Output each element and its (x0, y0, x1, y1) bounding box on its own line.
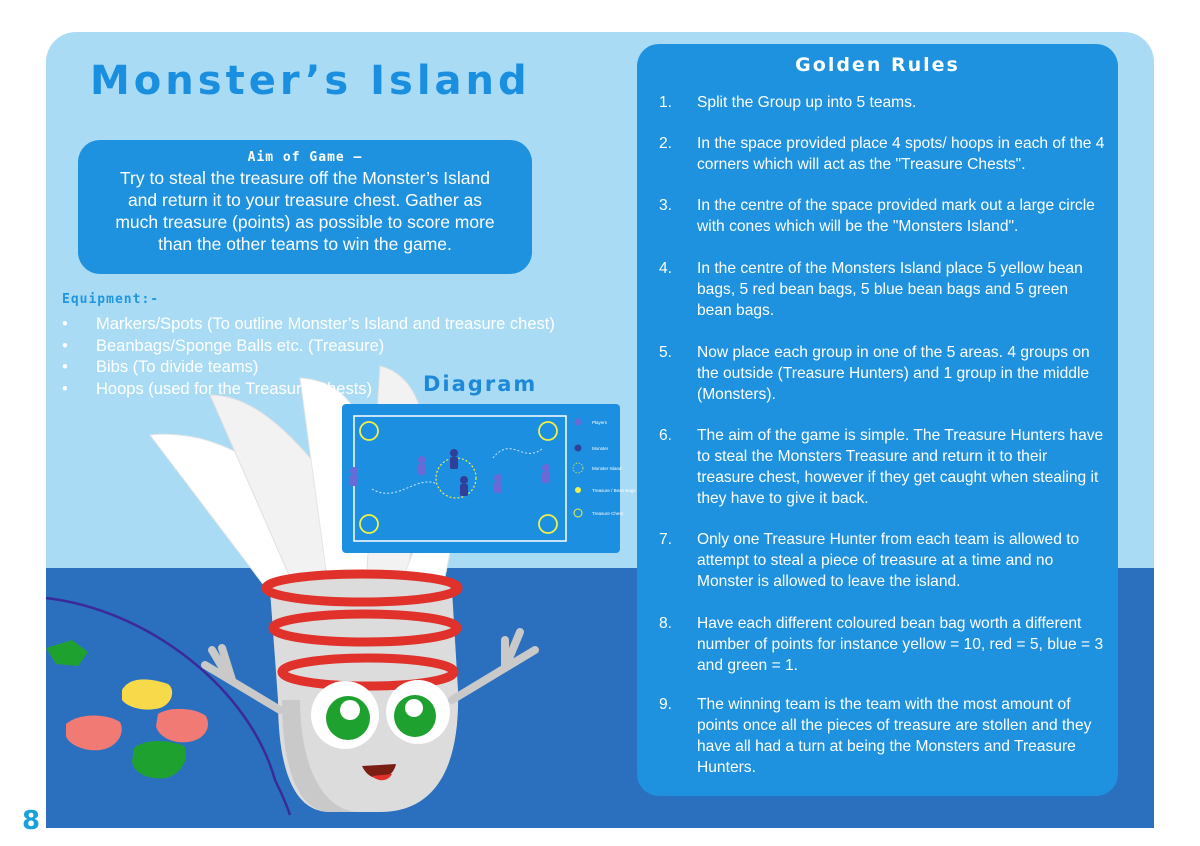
rule-text: In the space provided place 4 spots/ hoops in each of the 4 corners which will act as the "Treasure Chests". (697, 135, 1105, 173)
bullet-icon: • (62, 358, 68, 376)
diagram-graphic (342, 404, 636, 553)
equipment-item-text: Hoops (used for the Treasure Chests) (96, 379, 373, 398)
court-outline (354, 416, 566, 541)
page-number: 8 (22, 806, 41, 836)
bean-bag-green-2 (132, 741, 186, 778)
bullet-icon: • (62, 379, 68, 398)
treasure-chest-icon (360, 515, 378, 533)
rule-number: 4. (659, 260, 673, 277)
right-arm (452, 632, 535, 700)
bean-bag-red-2 (156, 709, 208, 742)
bean-bag-yellow (122, 679, 172, 709)
legend-players: Players (592, 420, 608, 425)
aim-heading: Aim of Game – (247, 150, 363, 165)
treasure-chest-icon (539, 515, 557, 533)
bullet-icon: • (62, 336, 68, 355)
rule-number: 1. (659, 94, 673, 111)
rules-title: Golden Rules (795, 54, 960, 76)
bean-bag-red (66, 716, 122, 751)
bullet-icon: • (62, 315, 68, 333)
rule-text: Now place each group in one of the 5 areas. 4 groups on the outside (Treasure Hunters) and 1 group in the middle (Monsters). (697, 344, 1090, 403)
diagram-label: Diagram (423, 372, 538, 396)
left-arm (205, 648, 280, 710)
rule-number: 6. (659, 427, 673, 444)
rule-number: 5. (659, 344, 673, 361)
rule-text: Have each different coloured bean bag worth a different number of points for instance yellow = 10, red = 5, blue = 3 and green = 1. (697, 615, 1104, 674)
page-title: Monster’s Island (90, 58, 531, 104)
rule-text: Only one Treasure Hunter from each team is allowed to attempt to steal a piece of treasure at a time and no Monster is allowed to leave the island. (697, 531, 1080, 590)
bean-bag-green (46, 640, 88, 666)
rule-text: In the centre of the space provided mark out a large circle with cones which will be the "Monsters Island". (697, 197, 1095, 235)
rule-number: 7. (659, 531, 673, 548)
equipment-item-text: Markers/Spots (To outline Monster’s Island and treasure chest) (96, 315, 555, 333)
legend-treasure-chest: Treasure Chest (592, 511, 623, 516)
legend-treasure: Treasure / Bean Bags (592, 488, 636, 493)
rule-text: The winning team is the team with the most amount of points once all the pieces of treasure are stollen and they have all had a turn at being the Monsters and Treasure Hunters. (697, 696, 1092, 776)
rule-text: The aim of the game is simple. The Treasure Hunters have to steal the Monsters Treasure and return it to their treasure chest, however if they get caught when stealing it they have to give it back. (697, 427, 1104, 507)
equipment-heading: Equipment:- (62, 292, 160, 307)
golden-rules-box (637, 44, 1118, 796)
treasure-chest-icon (539, 422, 557, 440)
aim-text: Try to steal the treasure off the Monster’s Island and return it to your treasure chest. Gather as much treasure (points) as possible to score more than the other teams to win the game. (115, 168, 495, 254)
game-diagram (342, 404, 636, 553)
monster-icon (450, 449, 468, 496)
rule-text: Split the Group up into 5 teams. (697, 94, 917, 111)
rule-number: 2. (659, 135, 673, 152)
rule-text: In the centre of the Monsters Island place 5 yellow bean bags, 5 red bean bags, 5 blue bean bags and 5 green bean bags. (697, 260, 1083, 319)
legend-monster-island: Monster Island (592, 466, 622, 471)
legend-monster: Monster (592, 446, 609, 451)
equipment-item-text: Bibs (To divide teams) (96, 358, 259, 376)
list-item (62, 336, 602, 358)
rule-number: 8. (659, 615, 673, 632)
treasure-chest-icon (360, 422, 378, 440)
list-item (62, 314, 602, 336)
rule-number: 9. (659, 696, 673, 713)
court-line (46, 598, 290, 815)
rule-number: 3. (659, 197, 673, 214)
equipment-item-text: Beanbags/Sponge Balls etc. (Treasure) (96, 336, 385, 355)
aim-of-game-box (78, 140, 532, 274)
